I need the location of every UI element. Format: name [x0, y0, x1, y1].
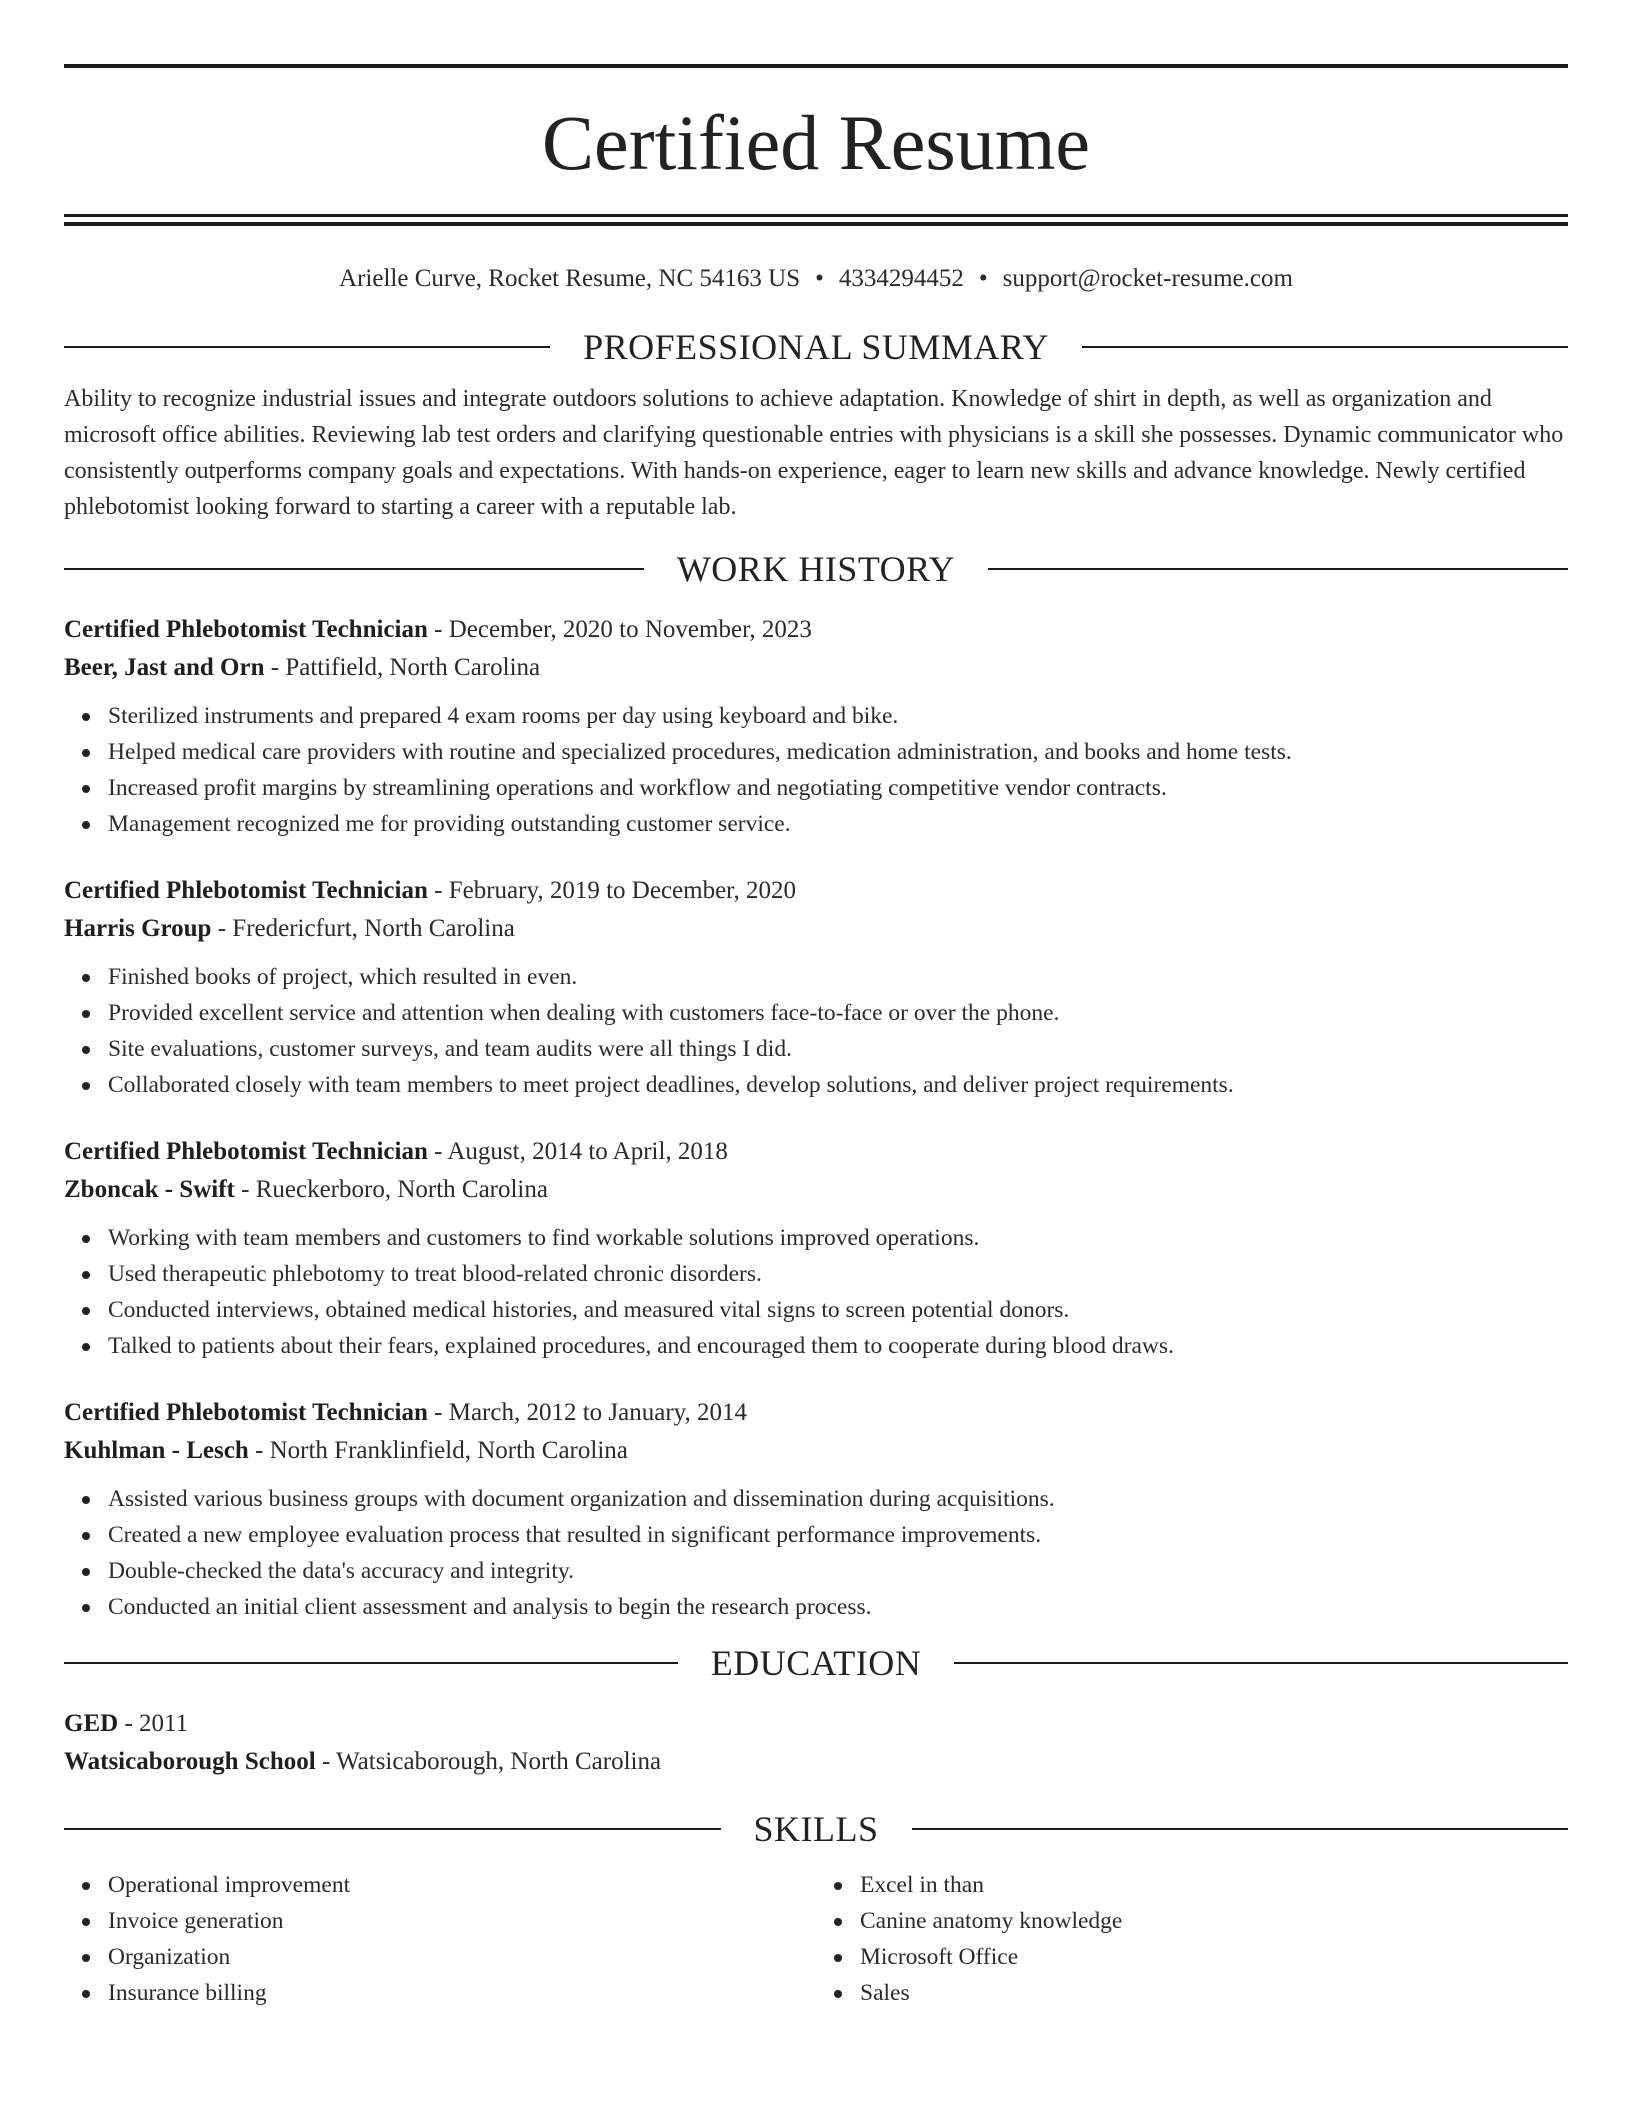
job-location: North Franklinfield, North Carolina	[269, 1437, 628, 1464]
job-company: Zboncak - Swift	[64, 1176, 235, 1203]
list-item: Finished books of project, which resulted in even.	[108, 959, 1568, 995]
dash: -	[427, 1138, 448, 1165]
list-item: Used therapeutic phlebotomy to treat blood-related chronic disorders.	[108, 1256, 1568, 1292]
job-entry	[64, 611, 1568, 842]
section-title: WORK HISTORY	[676, 549, 956, 589]
skill-item: Sales	[860, 1975, 1568, 2011]
contact-phone: 4334294452	[838, 265, 964, 292]
section-title: PROFESSIONAL SUMMARY	[583, 327, 1049, 367]
list-item: Working with team members and customers to find workable solutions improved operations.	[108, 1220, 1568, 1256]
job-dates: December, 2020 to November, 2023	[448, 616, 812, 643]
skill-item: Insurance billing	[108, 1975, 816, 2011]
contact-address: Arielle Curve, Rocket Resume, NC 54163 US	[339, 265, 801, 292]
heading-rule	[988, 568, 1568, 570]
dash: -	[248, 1437, 270, 1464]
education-school: Watsicaborough School	[64, 1748, 316, 1775]
job-bullet-list	[64, 959, 1568, 1103]
dash: -	[211, 915, 233, 942]
job-location: Pattifield, North Carolina	[285, 654, 541, 681]
job-title-line	[64, 611, 1568, 649]
job-title-line	[64, 872, 1568, 910]
contact-separator: •	[815, 265, 824, 292]
education-location: Watsicaborough, North Carolina	[336, 1748, 662, 1775]
heading-rule	[64, 1662, 678, 1664]
heading-rule	[64, 346, 550, 348]
resume-page	[64, 64, 1568, 2011]
job-title: Certified Phlebotomist Technician	[64, 616, 428, 643]
list-item: Provided excellent service and attention when dealing with customers face-to-face or over the phone.	[108, 995, 1568, 1031]
job-company: Harris Group	[64, 915, 212, 942]
contact-separator: •	[978, 265, 988, 292]
list-item: Created a new employee evaluation process that resulted in significant performance improvements.	[108, 1517, 1568, 1553]
job-dates: August, 2014 to April, 2018	[447, 1138, 728, 1165]
skill-item: Organization	[108, 1939, 816, 1975]
list-item: Talked to patients about their fears, explained procedures, and encouraged them to cooperate during blood draws.	[108, 1328, 1568, 1364]
job-location: Fredericfurt, North Carolina	[232, 915, 515, 942]
resume-title: Certified Resume	[541, 99, 1091, 186]
list-item: Helped medical care providers with routine and specialized procedures, medication administration, and books and home tests.	[108, 734, 1568, 770]
contact-email: support@rocket-resume.com	[1002, 265, 1293, 292]
job-company-line	[64, 910, 1568, 948]
dash: -	[264, 654, 286, 681]
dash: -	[118, 1710, 140, 1737]
skills-list-left	[64, 1867, 816, 2011]
list-item: Site evaluations, customer surveys, and team audits were all things I did.	[108, 1031, 1568, 1067]
job-entry	[64, 1394, 1568, 1625]
education-year: 2011	[139, 1710, 189, 1737]
job-bullet-list	[64, 1220, 1568, 1364]
dash: -	[427, 1399, 449, 1426]
job-company: Kuhlman - Lesch	[64, 1437, 249, 1464]
dash: -	[427, 616, 449, 643]
skill-item: Operational improvement	[108, 1867, 816, 1903]
education-degree: GED	[64, 1710, 119, 1737]
job-title-line	[64, 1394, 1568, 1432]
education-entry	[64, 1705, 1568, 1781]
summary-paragraph: Ability to recognize industrial issues and integrate outdoors solutions to achieve adaptation. Knowledge of shirt in depth, as well as organization and microsoft office abilities. Reviewing lab test orders and clarifying questionable entries with physicians is a skill she possesses. Dynamic communicator who consistently outperforms company goals and expectations. With hands-on experience, eager to learn new skills and advance knowledge. Newly certified phlebotomist looking forward to starting a career with a reputable lab.	[64, 386, 1564, 520]
education-school-line	[64, 1743, 1568, 1781]
job-title: Certified Phlebotomist Technician	[64, 1399, 428, 1426]
education-degree-line	[64, 1705, 1568, 1743]
dash: -	[427, 877, 449, 904]
heading-rule	[1082, 346, 1568, 348]
skill-item: Invoice generation	[108, 1903, 816, 1939]
heading-rule	[64, 1828, 721, 1830]
job-title-line	[64, 1133, 1568, 1171]
section-heading-skills	[64, 1809, 1568, 1849]
skills-list-right	[816, 1867, 1568, 2011]
section-heading-work-history	[64, 549, 1568, 589]
skill-item: Canine anatomy knowledge	[860, 1903, 1568, 1939]
list-item: Management recognized me for providing outstanding customer service.	[108, 806, 1568, 842]
top-rule	[64, 64, 1568, 68]
skills-columns	[64, 1849, 1568, 2011]
job-company: Beer, Jast and Orn	[64, 654, 265, 681]
heading-rule	[64, 568, 644, 570]
heading-rule	[912, 1828, 1569, 1830]
section-title: EDUCATION	[710, 1643, 922, 1683]
section-title: SKILLS	[753, 1809, 879, 1849]
skill-item: Excel in than	[860, 1867, 1568, 1903]
heading-rule	[954, 1662, 1568, 1664]
contact-line	[64, 264, 1568, 294]
title-double-rule	[64, 214, 1568, 226]
section-heading-summary	[64, 327, 1568, 367]
dash: -	[315, 1748, 337, 1775]
job-entry	[64, 872, 1568, 1103]
list-item: Increased profit margins by streamlining operations and workflow and negotiating competitive vendor contracts.	[108, 770, 1568, 806]
job-location: Rueckerboro, North Carolina	[255, 1176, 548, 1203]
job-bullet-list	[64, 1481, 1568, 1625]
list-item: Assisted various business groups with document organization and dissemination during acquisitions.	[108, 1481, 1568, 1517]
job-title: Certified Phlebotomist Technician	[64, 1138, 428, 1165]
section-heading-education	[64, 1643, 1568, 1683]
list-item: Sterilized instruments and prepared 4 exam rooms per day using keyboard and bike.	[108, 698, 1568, 734]
job-title: Certified Phlebotomist Technician	[64, 877, 428, 904]
job-dates: February, 2019 to December, 2020	[448, 877, 796, 904]
list-item: Double-checked the data's accuracy and integrity.	[108, 1553, 1568, 1589]
dash: -	[234, 1176, 256, 1203]
list-item: Conducted an initial client assessment and analysis to begin the research process.	[108, 1589, 1568, 1625]
job-company-line	[64, 649, 1568, 687]
job-company-line	[64, 1171, 1568, 1209]
job-bullet-list	[64, 698, 1568, 842]
job-company-line	[64, 1432, 1568, 1470]
job-entry	[64, 1133, 1568, 1364]
list-item: Collaborated closely with team members to meet project deadlines, develop solutions, and deliver project requirements.	[108, 1067, 1568, 1103]
skill-item: Microsoft Office	[860, 1939, 1568, 1975]
job-dates: March, 2012 to January, 2014	[448, 1399, 748, 1426]
list-item: Conducted interviews, obtained medical histories, and measured vital signs to screen potential donors.	[108, 1292, 1568, 1328]
